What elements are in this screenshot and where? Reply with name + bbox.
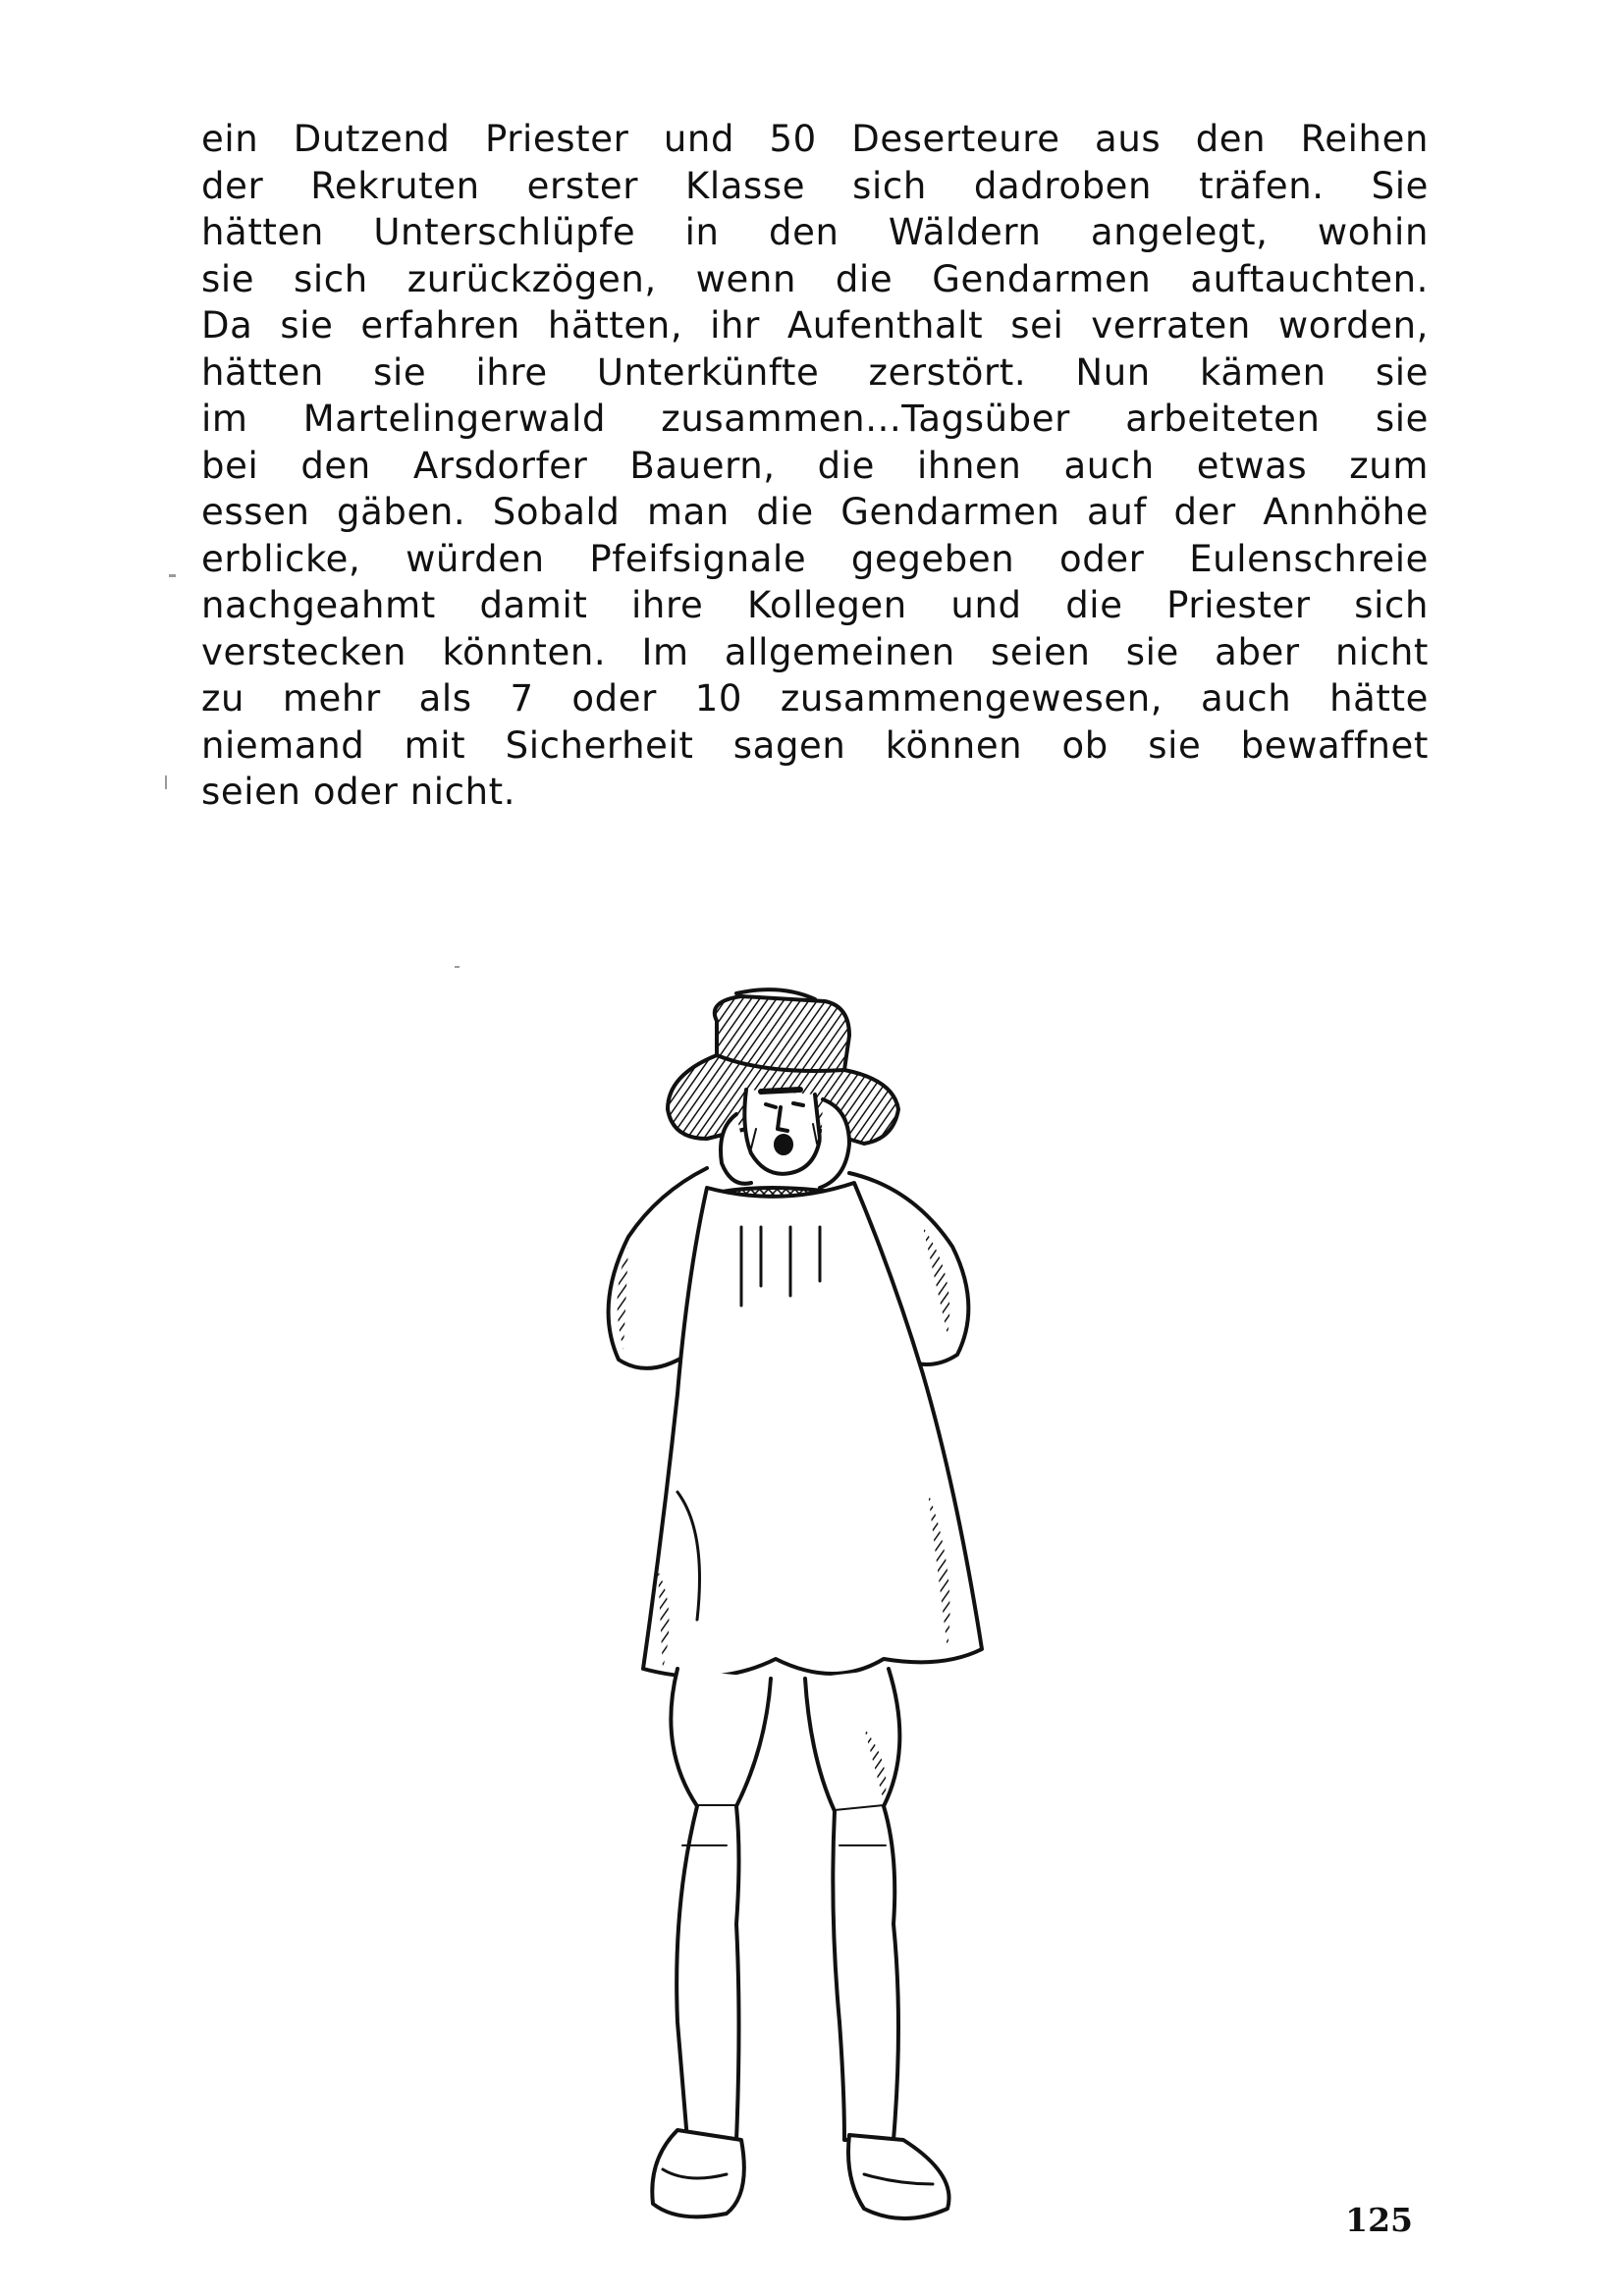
scan-speck (169, 574, 176, 577)
text-line: niemand mit Sicherheit sagen können ob sie bewaffnet (201, 723, 1429, 767)
text-line: Da sie erfahren hätten, ihr Aufenthalt sei verraten worden, (201, 304, 1429, 347)
text-line: essen gäben. Sobald man die Gendarmen auf der Annhöhe (201, 491, 1429, 533)
legs (677, 1806, 898, 2140)
page-number: 125 (1345, 2201, 1413, 2239)
text-line: ein Dutzend Priester und 50 Deserteure aus den Reihen (201, 118, 1429, 160)
text-line: hätten Unterschlüpfe in den Wäldern angelegt, wohin (201, 211, 1429, 253)
text-line: der Rekruten erster Klasse sich dadroben träfen. Sie (201, 164, 1429, 207)
shouting-peasant-illustration (569, 982, 1119, 2258)
text-line: seien oder nicht. (201, 771, 516, 813)
text-line: zu mehr als 7 oder 10 zusammengewesen, auch hätte (201, 677, 1429, 720)
text-line: sie sich zurückzögen, wenn die Gendarmen auftauchten. (201, 257, 1429, 300)
scan-speck (165, 775, 167, 789)
shoes (652, 2130, 948, 2218)
scan-speck (455, 966, 460, 968)
text-line: erblicke, würden Pfeifsignale gegeben oder Eulenschreie (201, 537, 1429, 580)
text-line: im Martelingerwald zusammen...Tagsüber arbeiteten sie (201, 398, 1429, 440)
text-line: bei den Arsdorfer Bauern, die ihnen auch etwas zum (201, 444, 1429, 487)
face (744, 1090, 820, 1174)
text-line: verstecken könnten. Im allgemeinen seien sie aber nicht (201, 630, 1429, 673)
body-text (201, 116, 1429, 816)
breeches (671, 1669, 899, 1811)
text-line: nachgeahmt damit ihre Kollegen und die Priester sich (201, 584, 1429, 626)
text-line: hätten sie ihre Unterkünfte zerstört. Nun kämen sie (201, 350, 1429, 394)
